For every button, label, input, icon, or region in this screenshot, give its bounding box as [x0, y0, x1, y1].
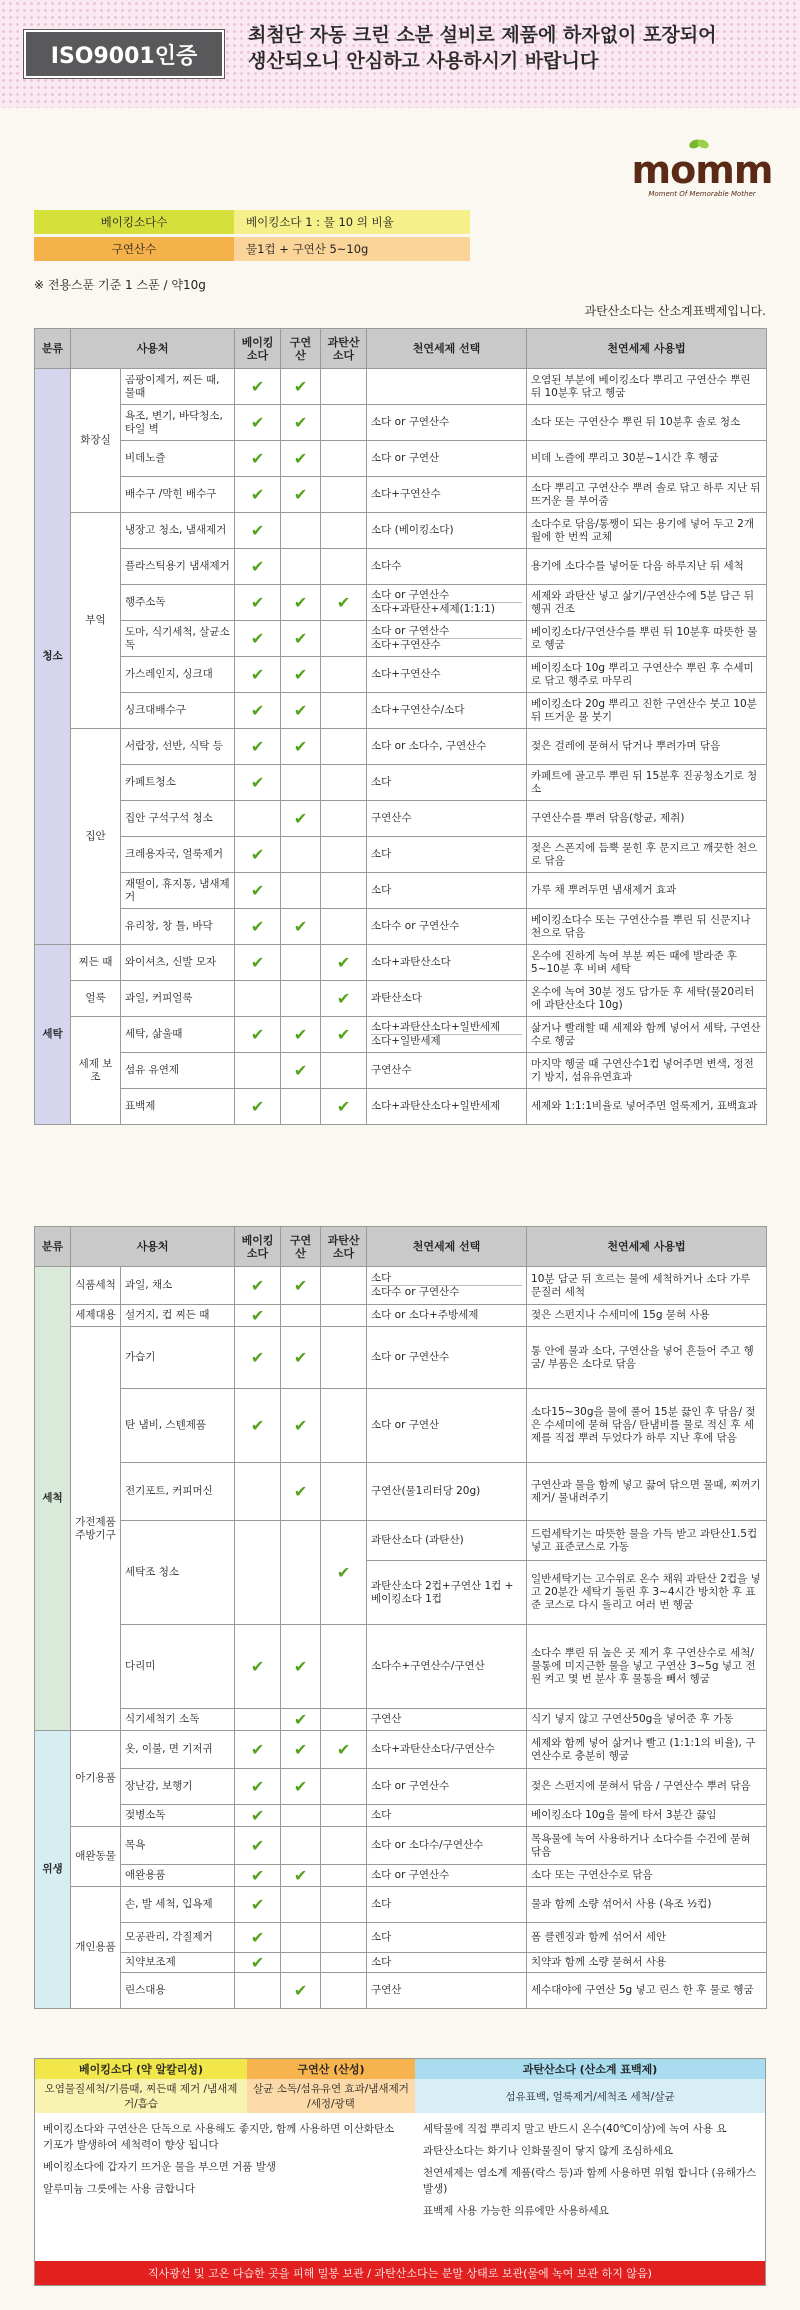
check-icon: ✔ — [235, 621, 281, 657]
choice-line: 소다+과탄산+세제(1:1:1) — [371, 602, 522, 616]
usage-method: 구연산과 물을 함께 넣고 끓여 닦으면 물때, 찌꺼기제거/ 물내려주기 — [527, 1463, 767, 1521]
check-icon: ✔ — [235, 1389, 281, 1463]
detergent-choice: 소다 or 구연산수 — [367, 1865, 527, 1887]
check-icon: ✔ — [235, 1827, 281, 1865]
table-row — [35, 1769, 767, 1805]
banner-line-2: 생산되오니 안심하고 사용하시기 바랍니다 — [248, 50, 599, 72]
check-icon: ✔ — [281, 693, 321, 729]
detergent-choice: 소다 or 소다수/구연산수 — [367, 1827, 527, 1865]
table-row — [35, 909, 767, 945]
brand-logo — [622, 150, 782, 198]
group-personal: 개인용품 — [71, 1887, 121, 2009]
usage-place: 욕조, 변기, 바닥청소, 타일 벽 — [121, 405, 235, 441]
iso-badge: ISO9001인증 — [24, 30, 224, 78]
detergent-choice — [367, 585, 527, 621]
detergent-choice: 소다수 — [367, 549, 527, 585]
table-row — [35, 513, 767, 549]
table-row — [35, 405, 767, 441]
category-laundry: 세탁 — [35, 945, 71, 1125]
header-usage-method: 천연세제 사용법 — [527, 1227, 767, 1267]
table-row — [35, 1521, 767, 1561]
check-icon: ✔ — [235, 1089, 281, 1125]
check-icon: ✔ — [281, 1327, 321, 1389]
table-row — [35, 1923, 767, 1953]
detergent-choice — [367, 369, 527, 405]
header-citric: 구연산 — [281, 1227, 321, 1267]
usage-method: 물과 함께 소량 섞어서 사용 (욕조 ½컵) — [527, 1887, 767, 1923]
check-icon: ✔ — [235, 1865, 281, 1887]
table-row — [35, 981, 767, 1017]
table-row — [35, 1267, 767, 1305]
check-icon: ✔ — [281, 477, 321, 513]
check-icon: ✔ — [235, 1769, 281, 1805]
usage-place: 비데노즐 — [121, 441, 235, 477]
legend-baking-soda-desc: 오염물질세척/기름때, 찌든때 제거 /냄새제거/흡습 — [35, 2079, 247, 2113]
header-detergent-choice: 천연세제 선택 — [367, 1227, 527, 1267]
usage-place: 가스레인지, 싱크대 — [121, 657, 235, 693]
table-row — [35, 729, 767, 765]
usage-method: 식기 넣지 않고 구연산50g을 넣어준 후 가동 — [527, 1709, 767, 1731]
usage-method: 소다 또는 구연산수로 닦음 — [527, 1865, 767, 1887]
detergent-choice: 과탄산소다 2컵+구연산 1컵 + 베이킹소다 1컵 — [367, 1561, 527, 1625]
check-icon: ✔ — [235, 405, 281, 441]
legend-box — [34, 2058, 766, 2286]
table-row — [35, 1089, 767, 1125]
check-icon: ✔ — [281, 1625, 321, 1709]
usage-method: 삶거나 빨래할 때 세제와 함께 넣어서 세탁, 구연산수로 헹굼 — [527, 1017, 767, 1053]
caution-line: 베이킹소다에 갑자기 뜨거운 물을 부으면 거품 발생 — [43, 2161, 277, 2173]
detergent-choice: 구연산수 — [367, 801, 527, 837]
check-icon: ✔ — [235, 549, 281, 585]
check-icon: ✔ — [235, 1267, 281, 1305]
detergent-choice: 소다 or 구연산수 — [367, 405, 527, 441]
table-row — [35, 1731, 767, 1769]
header-percarbonate: 과탄산소다 — [321, 329, 367, 369]
check-icon: ✔ — [281, 1973, 321, 2009]
check-icon: ✔ — [235, 945, 281, 981]
check-icon: ✔ — [281, 1463, 321, 1521]
check-icon: ✔ — [321, 981, 367, 1017]
group-dish: 세제대용 — [71, 1305, 121, 1327]
table-row — [35, 1327, 767, 1389]
check-icon: ✔ — [281, 909, 321, 945]
caution-line: 알루미늄 그릇에는 사용 금합니다 — [43, 2183, 196, 2195]
legend-percarbonate-desc: 섬유표백, 얼룩제거/세척조 세척/살균 — [415, 2079, 765, 2113]
banner-message — [248, 22, 716, 74]
check-icon: ✔ — [235, 693, 281, 729]
usage-place: 다리미 — [121, 1625, 235, 1709]
top-banner — [0, 0, 800, 108]
choice-line: 소다 — [371, 1272, 392, 1284]
check-icon: ✔ — [321, 1017, 367, 1053]
choice-line: 소다+일반세제 — [371, 1034, 522, 1048]
usage-place: 카페트청소 — [121, 765, 235, 801]
check-icon: ✔ — [235, 657, 281, 693]
header-percarbonate: 과탄산소다 — [321, 1227, 367, 1267]
usage-place: 목욕 — [121, 1827, 235, 1865]
table-row — [35, 1017, 767, 1053]
usage-method: 치약과 함께 소량 묻혀서 사용 — [527, 1953, 767, 1973]
header-usage: 사용처 — [71, 329, 235, 369]
logo-word: momm — [631, 148, 773, 192]
detergent-choice — [367, 1267, 527, 1305]
usage-method: 세수대야에 구연산 5g 넣고 린스 한 후 물로 헹굼 — [527, 1973, 767, 2009]
usage-place: 행주소독 — [121, 585, 235, 621]
usage-method: 소다수로 닦음/통쨍이 되는 용기에 넣어 두고 2개월에 한 번씩 교체 — [527, 513, 767, 549]
usage-place: 표백제 — [121, 1089, 235, 1125]
legend-percarbonate-title: 과탄산소다 (산소계 표백제) — [415, 2059, 765, 2079]
check-icon: ✔ — [235, 1017, 281, 1053]
table-row — [35, 477, 767, 513]
check-icon: ✔ — [281, 1865, 321, 1887]
table-row — [35, 369, 767, 405]
check-icon: ✔ — [235, 1953, 281, 1973]
check-icon: ✔ — [235, 441, 281, 477]
usage-method: 세제와 과탄산 넣고 삶기/구연산수에 5분 담근 뒤 헹궈 건조 — [527, 585, 767, 621]
usage-method: 목욕물에 녹여 사용하거나 소다수를 수건에 묻혀 닦음 — [527, 1827, 767, 1865]
group-kitchen: 부엌 — [71, 513, 121, 729]
legend-citric-title: 구연산 (산성) — [247, 2059, 415, 2079]
check-icon: ✔ — [281, 1709, 321, 1731]
detergent-choice: 소다 — [367, 1953, 527, 1973]
check-icon: ✔ — [281, 1017, 321, 1053]
ratio-value: 베이킹소다 1 : 물 10 의 비율 — [234, 210, 470, 234]
usage-place: 장난감, 보행기 — [121, 1769, 235, 1805]
usage-method: 일반세탁기는 고수위로 온수 채워 과탄산 2컵을 넣고 20분간 세탁기 돌린 후 3~4시간 방치한 후 표준 코스로 다시 돌리고 여러 번 헹굼 — [527, 1561, 767, 1625]
table-row — [35, 1053, 767, 1089]
group-food: 식품세척 — [71, 1267, 121, 1305]
usage-method: 소다수 뿌린 뒤 높은 곳 제거 후 구연산수로 세척/ 물통에 미지근한 물을 넣고 구연산 3~5g 넣고 전원 켜고 몇 번 분사 후 물통을 빼서 헹굼 — [527, 1625, 767, 1709]
ratio-value: 물1컵 + 구연산 5~10g — [234, 237, 470, 261]
header-baking-soda: 베이킹소다 — [235, 1227, 281, 1267]
check-icon: ✔ — [235, 369, 281, 405]
check-icon: ✔ — [235, 1887, 281, 1923]
table-row — [35, 1827, 767, 1865]
table-row — [35, 765, 767, 801]
table-row — [35, 1953, 767, 1973]
header-citric: 구연산 — [281, 329, 321, 369]
usage-method: 드럼세탁기는 따뜻한 물을 가득 받고 과탄산1.5컵 넣고 표준코스로 가동 — [527, 1521, 767, 1561]
detergent-choice: 소다 or 소다+주방세제 — [367, 1305, 527, 1327]
usage-method: 베이킹소다 20g 뿌리고 진한 구연산수 붓고 10분뒤 뜨거운 물 붓기 — [527, 693, 767, 729]
detergent-choice: 구연산 — [367, 1973, 527, 2009]
table-row — [35, 549, 767, 585]
usage-place: 플라스틱용기 냄새제거 — [121, 549, 235, 585]
check-icon: ✔ — [281, 1267, 321, 1305]
table-row — [35, 801, 767, 837]
check-icon: ✔ — [235, 1625, 281, 1709]
detergent-choice: 소다 — [367, 1805, 527, 1827]
usage-place: 탄 냄비, 스텐제품 — [121, 1389, 235, 1463]
spoon-note: ※ 전용스푼 기준 1 스푼 ∕ 약10g — [34, 278, 206, 292]
usage-method: 폼 클렌징과 함께 섞어서 세안 — [527, 1923, 767, 1953]
detergent-choice: 소다+과탄산소다/구연산수 — [367, 1731, 527, 1769]
detergent-choice: 과탄산소다 (과탄산) — [367, 1521, 527, 1561]
group-appliances: 가전제품 주방기구 — [71, 1327, 121, 1731]
usage-method: 세제와 함께 넣어 삶거나 빨고 (1:1:1의 비율), 구연산수로 충분히 헹굼 — [527, 1731, 767, 1769]
category-hygiene: 위생 — [35, 1731, 71, 2009]
table-row — [35, 1625, 767, 1709]
ratio-key: 베이킹소다수 — [34, 210, 234, 234]
check-icon: ✔ — [235, 873, 281, 909]
usage-place: 배수구 /막힌 배수구 — [121, 477, 235, 513]
caution-line: 세탁물에 직접 뿌리지 말고 반드시 온수(40℃이상)에 녹여 사용 요 — [423, 2123, 727, 2135]
category-cleaning: 청소 — [35, 369, 71, 945]
usage-method: 베이킹소다수 또는 구연산수를 뿌린 뒤 신문지나 천으로 닦음 — [527, 909, 767, 945]
detergent-choice: 소다 — [367, 1923, 527, 1953]
usage-method: 카페트에 골고루 뿌린 뒤 15분후 진공청소기로 청소 — [527, 765, 767, 801]
detergent-choice: 소다+과탄산소다 — [367, 945, 527, 981]
check-icon: ✔ — [235, 837, 281, 873]
choice-line: 소다 or 구연산수 — [371, 589, 450, 601]
check-icon: ✔ — [281, 369, 321, 405]
check-icon: ✔ — [281, 1769, 321, 1805]
choice-line: 소다 or 구연산수 — [371, 625, 450, 637]
usage-method: 10분 담군 뒤 흐르는 물에 세척하거나 소다 가루 문질러 세척 — [527, 1267, 767, 1305]
usage-method: 온수에 진하게 녹여 부분 찌든 때에 발라준 후 5~10분 후 비벼 세탁 — [527, 945, 767, 981]
banner-line-1: 최첨단 자동 크린 소분 설비로 제품에 하자없이 포장되어 — [248, 24, 717, 46]
table-row — [35, 1463, 767, 1521]
check-icon: ✔ — [281, 801, 321, 837]
check-icon: ✔ — [235, 513, 281, 549]
detergent-choice: 소다 — [367, 837, 527, 873]
usage-method: 가루 채 뿌려두면 냄새제거 효과 — [527, 873, 767, 909]
legend-citric-desc: 살균 소독/섬유유연 효과/냄새제거 /세정/광택 — [247, 2079, 415, 2113]
detergent-choice: 소다 or 구연산수 — [367, 1769, 527, 1805]
check-icon: ✔ — [235, 1327, 281, 1389]
check-icon: ✔ — [281, 729, 321, 765]
detergent-choice: 구연산 — [367, 1709, 527, 1731]
usage-place: 재떨이, 휴지통, 냄새제거 — [121, 873, 235, 909]
detergent-choice: 소다 or 소다수, 구연산수 — [367, 729, 527, 765]
cleaning-table — [34, 328, 767, 1125]
usage-method: 젖은 스펀지에 묻혀서 닦음 / 구연산수 뿌려 닦음 — [527, 1769, 767, 1805]
usage-place: 세탁조 청소 — [121, 1521, 235, 1625]
detergent-choice: 과탄산소다 — [367, 981, 527, 1017]
caution-line: 베이킹소다와 구연산은 단독으로 사용해도 좋지만, 함께 사용하면 이산화탄소 기포가 발생하여 세척력이 향상 됩니다 — [43, 2123, 395, 2151]
check-icon: ✔ — [281, 1731, 321, 1769]
usage-place: 옷, 이불, 면 기저귀 — [121, 1731, 235, 1769]
usage-method: 세제와 1:1:1비율로 넣어주면 얼룩제거, 표백효과 — [527, 1089, 767, 1125]
table-header — [35, 1227, 767, 1267]
check-icon: ✔ — [321, 945, 367, 981]
group-stain: 찌든 때 — [71, 945, 121, 981]
usage-method: 통 안에 물과 소다, 구연산을 넣어 흔들어 주고 헹굼/ 부품은 소다로 닦음 — [527, 1327, 767, 1389]
ratio-key: 구연산수 — [34, 237, 234, 261]
usage-place: 린스대용 — [121, 1973, 235, 2009]
usage-method: 베이킹소다/구연산수를 뿌린 뒤 10분후 따뜻한 물로 헹굼 — [527, 621, 767, 657]
detergent-choice: 소다 (베이킹소다) — [367, 513, 527, 549]
table-row — [35, 693, 767, 729]
storage-warning: 직사광선 및 고온 다습한 곳을 피해 밀봉 보관 / 과탄산소다는 분말 상태로 보관(물에 녹여 보관 하지 않음) — [35, 2261, 765, 2285]
usage-method: 구연산수를 뿌려 닦음(항균, 제취) — [527, 801, 767, 837]
check-icon: ✔ — [235, 1923, 281, 1953]
table-header — [35, 329, 767, 369]
check-icon: ✔ — [281, 621, 321, 657]
check-icon: ✔ — [235, 765, 281, 801]
check-icon: ✔ — [281, 657, 321, 693]
table-row — [35, 1709, 767, 1731]
usage-place: 가습기 — [121, 1327, 235, 1389]
choice-line: 소다+과탄산소다+일반세제 — [371, 1021, 501, 1033]
check-icon: ✔ — [321, 585, 367, 621]
check-icon: ✔ — [321, 1089, 367, 1125]
ratio-guide — [34, 210, 470, 264]
usage-place: 섬유 유연제 — [121, 1053, 235, 1089]
table-row — [35, 585, 767, 621]
caution-line: 천연세제는 염소계 제품(락스 등)과 함께 사용하면 위험 합니다 (유해가스 발생) — [423, 2167, 757, 2195]
detergent-choice: 소다 or 구연산 — [367, 1389, 527, 1463]
check-icon: ✔ — [235, 1731, 281, 1769]
usage-place: 애완용품 — [121, 1865, 235, 1887]
usage-place: 젖병소독 — [121, 1805, 235, 1827]
detergent-choice: 소다+구연산수/소다 — [367, 693, 527, 729]
check-icon: ✔ — [281, 1389, 321, 1463]
detergent-choice: 소다+과탄산소다+일반세제 — [367, 1089, 527, 1125]
detergent-choice: 구연산수 — [367, 1053, 527, 1089]
table-row — [35, 1865, 767, 1887]
usage-place: 곰팡이제거, 찌든 때, 물때 — [121, 369, 235, 405]
header-category: 분류 — [35, 1227, 71, 1267]
check-icon: ✔ — [321, 1521, 367, 1625]
usage-method: 오염된 부분에 베이킹소다 뿌리고 구연산수 뿌린 뒤 10분후 닦고 헹굼 — [527, 369, 767, 405]
detergent-choice: 소다 or 구연산 — [367, 441, 527, 477]
table-row — [35, 945, 767, 981]
percarbonate-note: 과탄산소다는 산소계표백제입니다. — [584, 304, 766, 318]
detergent-choice: 구연산(물1리터당 20g) — [367, 1463, 527, 1521]
caution-line: 과탄산소다는 화기나 인화물질이 닿지 않게 조심하세요 — [423, 2145, 673, 2157]
check-icon: ✔ — [235, 1805, 281, 1827]
caution-line: 표백제 사용 가능한 의류에만 사용하세요 — [423, 2205, 609, 2217]
usage-method: 비데 노즐에 뿌리고 30분~1시간 후 헹굼 — [527, 441, 767, 477]
usage-method: 젖은 스펀지나 수세미에 15g 묻혀 사용 — [527, 1305, 767, 1327]
group-aux: 세제 보조 — [71, 1017, 121, 1125]
table-row — [35, 1389, 767, 1463]
detergent-choice: 소다+구연산수 — [367, 477, 527, 513]
detergent-choice: 소다 or 구연산수 — [367, 1327, 527, 1389]
check-icon: ✔ — [235, 477, 281, 513]
usage-method: 온수에 녹여 30분 정도 담가둔 후 세탁(물20리터에 과탄산소다 10g) — [527, 981, 767, 1017]
usage-place: 치약보조제 — [121, 1953, 235, 1973]
ratio-row-citric — [34, 237, 470, 261]
table-row — [35, 1973, 767, 2009]
header-baking-soda: 베이킹소다 — [235, 329, 281, 369]
check-icon: ✔ — [235, 1305, 281, 1327]
usage-place: 과일, 커피얼룩 — [121, 981, 235, 1017]
usage-place: 집안 구석구석 청소 — [121, 801, 235, 837]
table-row — [35, 1887, 767, 1923]
ratio-row-baking-soda — [34, 210, 470, 234]
header-category: 분류 — [35, 329, 71, 369]
choice-line: 소다수 or 구연산수 — [371, 1285, 522, 1299]
usage-method: 용기에 소다수를 넣어둔 다음 하루지난 뒤 세척 — [527, 549, 767, 585]
usage-place: 크레용자국, 얼룩제거 — [121, 837, 235, 873]
check-icon: ✔ — [281, 405, 321, 441]
header-usage-method: 천연세제 사용법 — [527, 329, 767, 369]
check-icon: ✔ — [281, 441, 321, 477]
usage-method: 소다 또는 구연산수 뿌린 뒤 10분후 솔로 청소 — [527, 405, 767, 441]
category-washing: 세척 — [35, 1267, 71, 1731]
table-row — [35, 441, 767, 477]
logo-slogan: Moment Of Memorable Mother — [648, 190, 756, 198]
detergent-choice: 소다수 or 구연산수 — [367, 909, 527, 945]
legend-caution-left — [43, 2121, 403, 2197]
usage-method: 젖은 스폰지에 듬뿍 묻힌 후 문지르고 깨끗한 천으로 닦음 — [527, 837, 767, 873]
usage-method: 소다15~30g을 물에 풀어 15분 끓인 후 닦음/ 젖은 수세미에 묻혀 닦음/ 탄냄비를 물로 적신 후 세제를 직접 뿌려 두었다가 하루 지난 후에 닦음 — [527, 1389, 767, 1463]
table-row — [35, 657, 767, 693]
legend-baking-soda-title: 베이킹소다 (약 알칼리성) — [35, 2059, 247, 2079]
check-icon: ✔ — [281, 585, 321, 621]
header-usage: 사용처 — [71, 1227, 235, 1267]
group-pet: 애완동물 — [71, 1827, 121, 1887]
choice-line: 소다+구연산수 — [371, 638, 522, 652]
usage-place: 유리창, 창 틀, 바닥 — [121, 909, 235, 945]
usage-place: 싱크대배수구 — [121, 693, 235, 729]
usage-place: 손, 발 세척, 입욕제 — [121, 1887, 235, 1923]
check-icon: ✔ — [235, 909, 281, 945]
detergent-choice — [367, 1017, 527, 1053]
group-spot: 얼룩 — [71, 981, 121, 1017]
detergent-choice: 소다+구연산수 — [367, 657, 527, 693]
usage-method: 베이킹소다 10g을 물에 타서 3분간 끓임 — [527, 1805, 767, 1827]
table-row — [35, 621, 767, 657]
usage-place: 전기포트, 커피머신 — [121, 1463, 235, 1521]
table-row — [35, 837, 767, 873]
usage-place: 세탁, 삶울때 — [121, 1017, 235, 1053]
table-row — [35, 1805, 767, 1827]
detergent-choice — [367, 621, 527, 657]
usage-place: 와이셔츠, 신발 모자 — [121, 945, 235, 981]
washing-hygiene-table — [34, 1226, 767, 2009]
detergent-choice: 소다수+구연산수/구연산 — [367, 1625, 527, 1709]
check-icon: ✔ — [235, 585, 281, 621]
group-bathroom: 화장실 — [71, 369, 121, 513]
usage-method: 소다 뿌리고 구연산수 뿌려 솔로 닦고 하루 지난 뒤 뜨거운 물 부어줌 — [527, 477, 767, 513]
detergent-choice: 소다 — [367, 765, 527, 801]
usage-place: 설거지, 컵 찌든 때 — [121, 1305, 235, 1327]
detergent-choice: 소다 — [367, 873, 527, 909]
usage-place: 냉장고 청소, 냄새제거 — [121, 513, 235, 549]
check-icon: ✔ — [281, 1053, 321, 1089]
usage-method: 베이킹소다 10g 뿌리고 구연산수 뿌린 후 수세미로 닦고 행주로 마무리 — [527, 657, 767, 693]
usage-place: 식기세척기 소독 — [121, 1709, 235, 1731]
check-icon: ✔ — [321, 1731, 367, 1769]
header-detergent-choice: 천연세제 선택 — [367, 329, 527, 369]
usage-place: 서랍장, 선반, 식탁 등 — [121, 729, 235, 765]
group-baby: 아기용품 — [71, 1731, 121, 1827]
detergent-choice: 소다 — [367, 1887, 527, 1923]
usage-method: 마지막 헹굴 때 구연산수1컵 넣어주면 변색, 정전기 방지, 섬유유연효과 — [527, 1053, 767, 1089]
group-house: 집안 — [71, 729, 121, 945]
usage-place: 모공관리, 각질제거 — [121, 1923, 235, 1953]
usage-place: 도마, 식기세척, 살균소독 — [121, 621, 235, 657]
usage-method: 젖은 걸레에 묻혀서 닦거나 뿌려가며 닦음 — [527, 729, 767, 765]
usage-place: 과일, 채소 — [121, 1267, 235, 1305]
legend-caution-right — [423, 2121, 759, 2219]
table-row — [35, 1305, 767, 1327]
check-icon: ✔ — [235, 729, 281, 765]
table-row — [35, 873, 767, 909]
